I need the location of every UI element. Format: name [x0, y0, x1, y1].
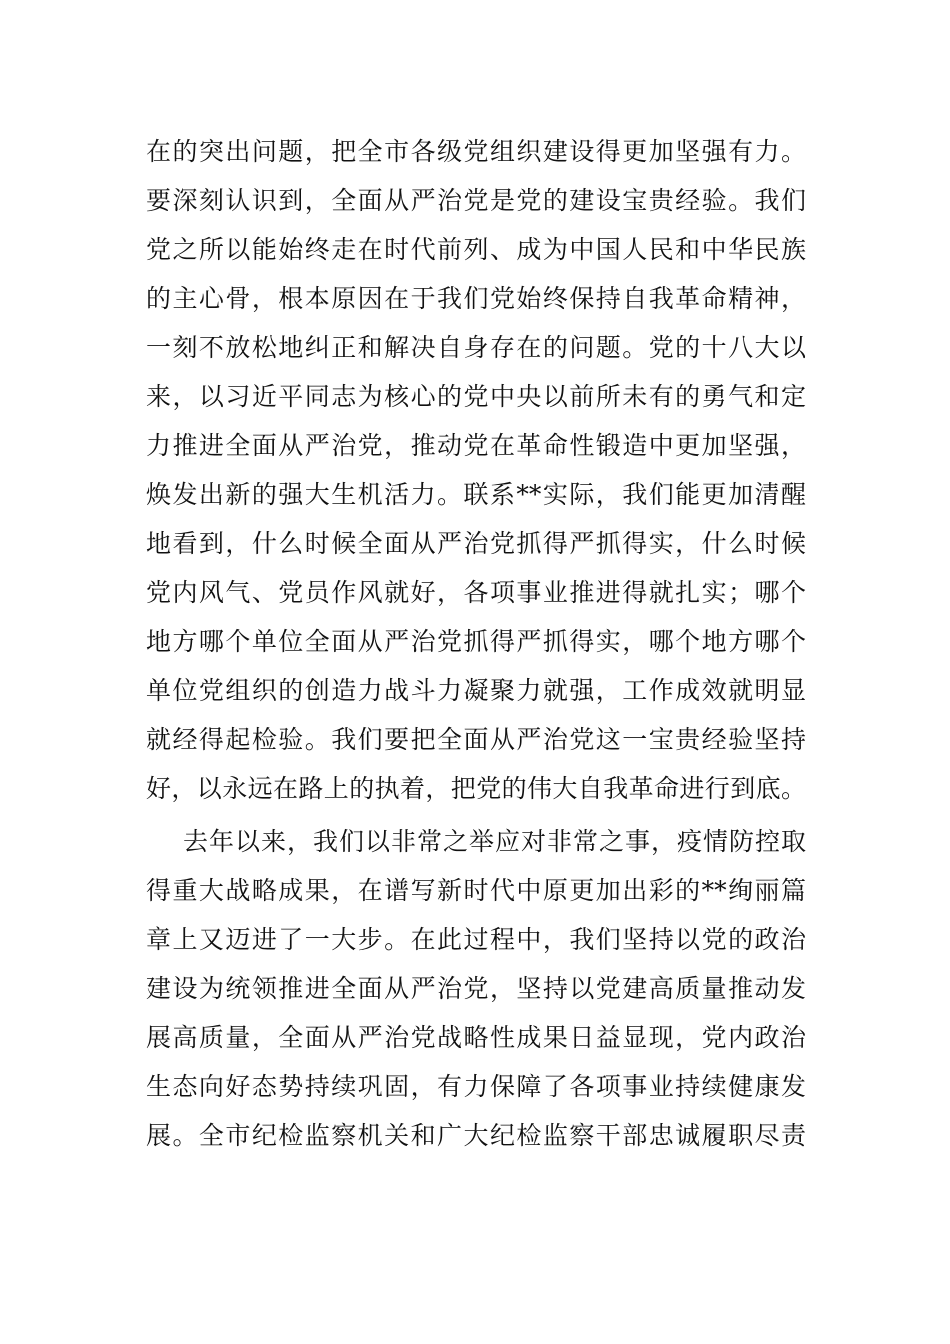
paragraph-line: 展。全市纪检监察机关和广大纪检监察干部忠诚履职尽责: [146, 1121, 806, 1150]
paragraph-line: 党内风气、党员作风就好，各项事业推进得就扎实；哪个: [146, 578, 806, 607]
paragraph-line: 建设为统领推进全面从严治党，坚持以党建高质量推动发: [146, 974, 806, 1003]
paragraph-line: 焕发出新的强大生机活力。联系**实际，我们能更加清醒: [146, 480, 806, 509]
paragraph-line: 展高质量，全面从严治党战略性成果日益显现，党内政治: [146, 1023, 806, 1052]
paragraph-line: 就经得起检验。我们要把全面从严治党这一宝贵经验坚持: [146, 725, 806, 754]
paragraph-line: 生态向好态势持续巩固，有力保障了各项事业持续健康发: [146, 1072, 806, 1101]
paragraph-line: 一刻不放松地纠正和解决自身存在的问题。党的十八大以: [146, 333, 806, 362]
paragraph-line: 去年以来，我们以非常之举应对非常之事，疫情防控取: [183, 827, 806, 856]
paragraph-line: 力推进全面从严治党，推动党在革命性锻造中更加坚强，: [146, 431, 806, 460]
paragraph-line: 好，以永远在路上的执着，把党的伟大自我革命进行到底。: [146, 774, 806, 803]
paragraph-line: 来，以习近平同志为核心的党中央以前所未有的勇气和定: [146, 382, 806, 411]
paragraph-line: 在的突出问题，把全市各级党组织建设得更加坚强有力。: [146, 137, 806, 166]
paragraph-line: 地方哪个单位全面从严治党抓得严抓得实，哪个地方哪个: [146, 627, 806, 656]
paragraph-line: 单位党组织的创造力战斗力凝聚力就强，工作成效就明显: [146, 676, 806, 705]
paragraph-line: 党之所以能始终走在时代前列、成为中国人民和中华民族: [146, 235, 806, 264]
paragraph-line: 章上又迈进了一大步。在此过程中，我们坚持以党的政治: [146, 925, 806, 954]
paragraph-1: [146, 127, 806, 813]
paragraph-line: 得重大战略成果，在谱写新时代中原更加出彩的**绚丽篇: [146, 876, 806, 905]
paragraph-line: 的主心骨，根本原因在于我们党始终保持自我革命精神，: [146, 284, 806, 313]
paragraph-2: [146, 817, 806, 1160]
paragraph-line: 要深刻认识到，全面从严治党是党的建设宝贵经验。我们: [146, 186, 806, 215]
paragraph-line: 地看到，什么时候全面从严治党抓得严抓得实，什么时候: [146, 529, 806, 558]
